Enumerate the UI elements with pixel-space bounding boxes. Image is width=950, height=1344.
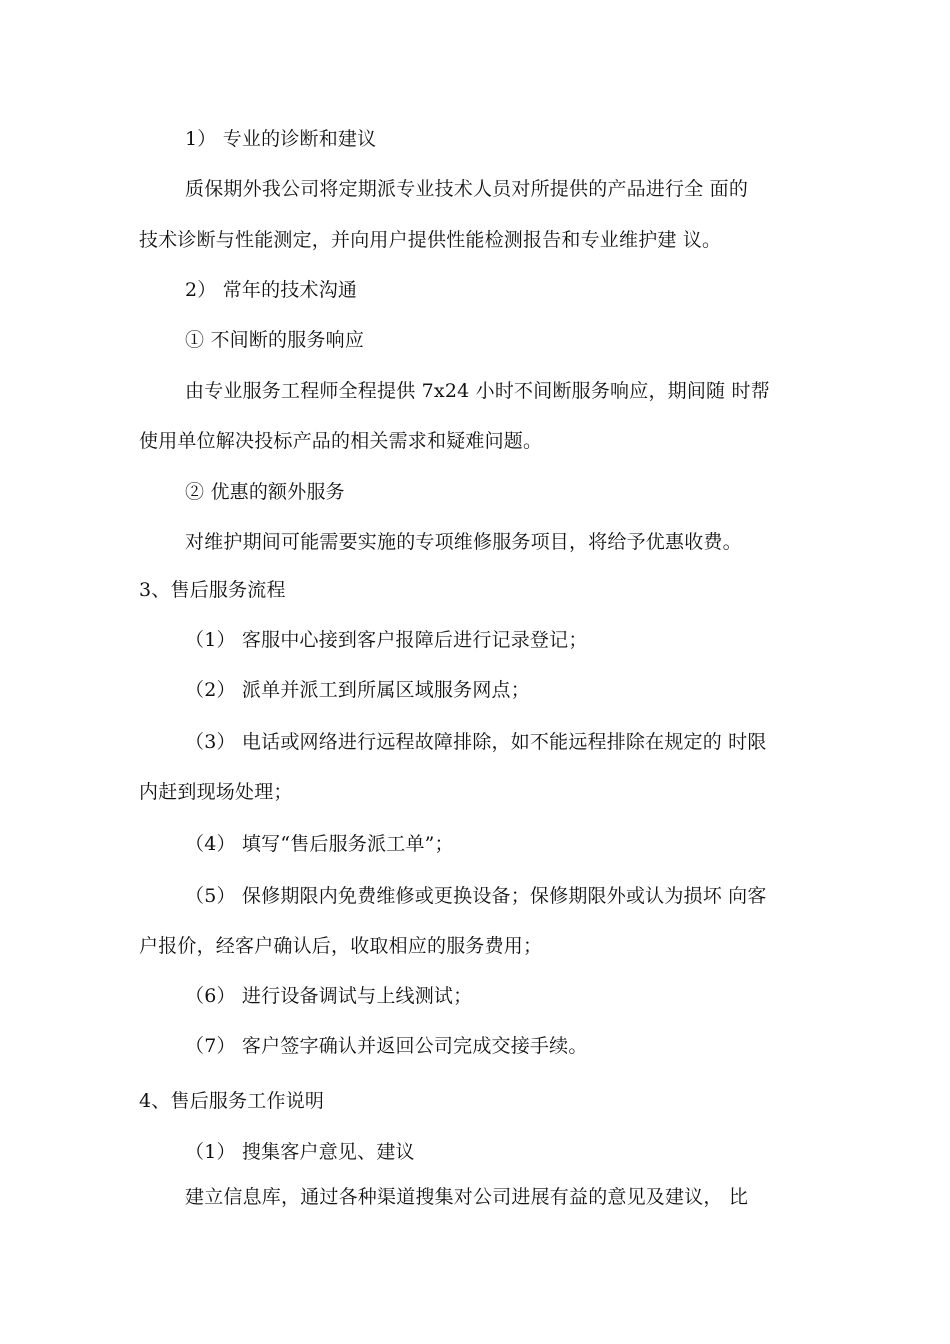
paragraph-line: 技术诊断与性能测定，并向用户提供性能检测报告和专业维护建 议。	[139, 229, 722, 251]
list-item: （2） 派单并派工到所属区域服务网点；	[185, 679, 530, 701]
list-item: （1） 客服中心接到客户报障后进行记录登记；	[185, 629, 588, 651]
section-heading-after-sales-process: 3、售后服务流程	[139, 579, 286, 601]
subheading-service-response: ① 不间断的服务响应	[185, 329, 365, 351]
list-item: （6） 进行设备调试与上线测试；	[185, 985, 473, 1007]
subheading-extra-service: ② 优惠的额外服务	[185, 481, 345, 503]
paragraph-line: 使用单位解决投标产品的相关需求和疑难问题。	[139, 430, 543, 452]
heading-technical-communication: 2） 常年的技术沟通	[185, 279, 358, 301]
paragraph-line: 对维护期间可能需要实施的专项维修服务项目，将给予优惠收费。	[185, 531, 742, 553]
heading-professional-diagnosis: 1） 专业的诊断和建议	[185, 128, 377, 150]
paragraph-line: 由专业服务工程师全程提供 7x24 小时不间断服务响应，期间随 时帮	[185, 380, 770, 402]
paragraph-line: 建立信息库，通过各种渠道搜集对公司进展有益的意见及建议， 比	[185, 1186, 749, 1208]
section-heading-after-sales-work: 4、售后服务工作说明	[139, 1090, 325, 1112]
list-item-continuation: 内赶到现场处理；	[139, 781, 293, 803]
list-item: （1） 搜集客户意见、建议	[185, 1141, 415, 1163]
paragraph-line: 质保期外我公司将定期派专业技术人员对所提供的产品进行全 面的	[185, 178, 749, 200]
list-item: （4） 填写“售后服务派工单”；	[185, 833, 454, 855]
list-item: （5） 保修期限内免费维修或更换设备；保修期限外或认为损坏 向客	[185, 885, 767, 907]
list-item: （3） 电话或网络进行远程故障排除，如不能远程排除在规定的 时限	[185, 731, 767, 753]
list-item: （7） 客户签字确认并返回公司完成交接手续。	[185, 1035, 588, 1057]
list-item-continuation: 户报价，经客户确认后，收取相应的服务费用；	[139, 935, 543, 957]
